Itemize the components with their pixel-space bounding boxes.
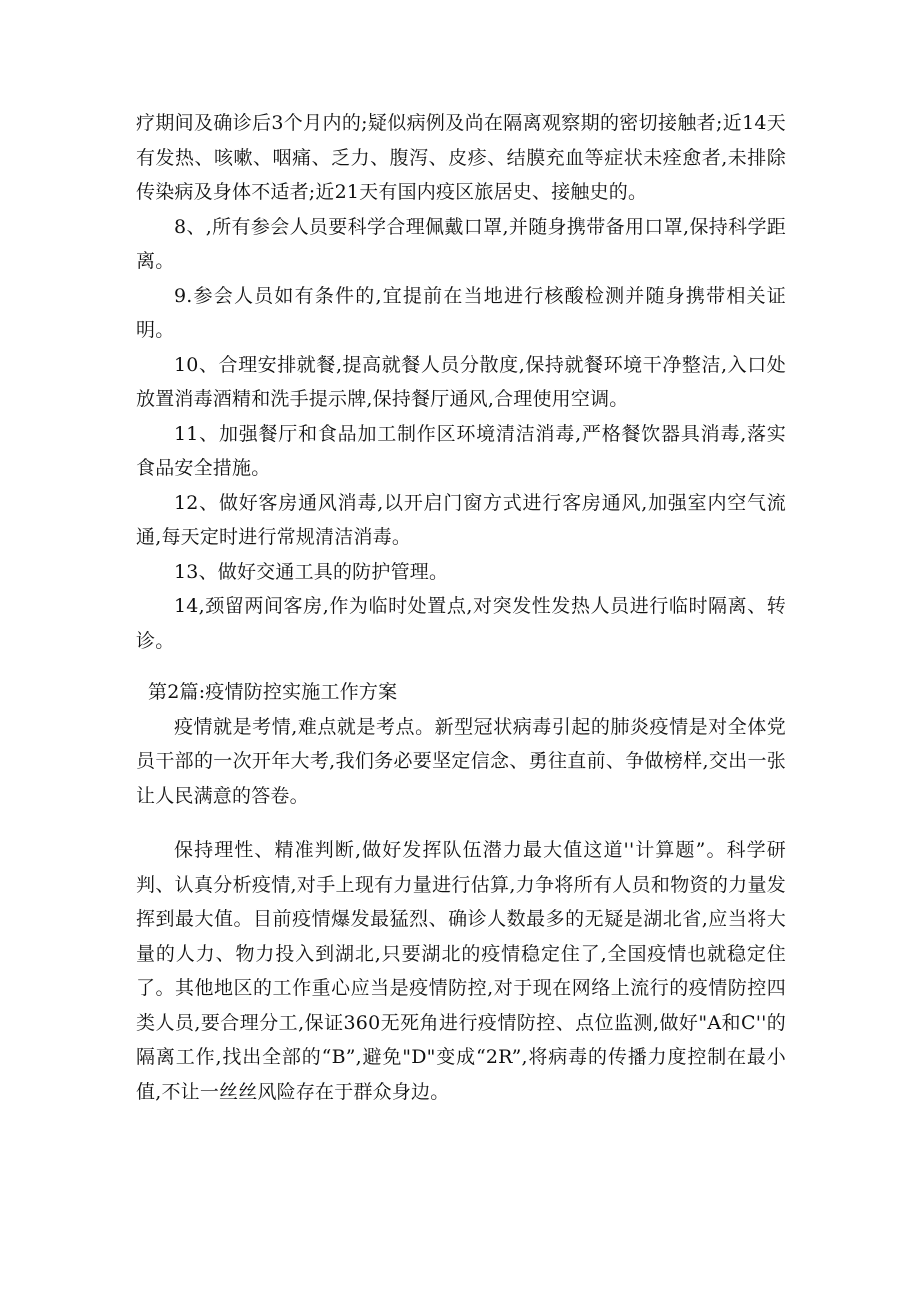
paragraph-item-13: 13、做好交通工具的防护管理。 [174,560,449,583]
document-page [136,106,786,1109]
paragraph-item-7-continued: 疗期间及确诊后3个月内的;疑似病例及尚在隔离观察期的密切接触者;近14天有发热、咳嗽、咽痛、乏力、腹泻、皮疹、结膜充血等症状未痊愈者,未排除传染病及身体不适者;近21天有国内疫区旅居史、接触史的。 [136,112,786,203]
paragraph-item-9: 9.参会人员如有条件的,宜提前在当地进行核酸检测并随身携带相关证明。 [136,284,786,341]
paragraph-item-10: 10、合理安排就餐,提高就餐人员分散度,保持就餐环境干净整洁,入口处放置消毒酒精和洗手提示牌,保持餐厅通风,合理使用空调。 [136,353,786,410]
paragraph-item-11: 11、加强餐厅和食品加工制作区环境清洁消毒,严格餐饮器具消毒,落实食品安全措施。 [136,422,786,479]
section-heading: 第2篇:疫情防控实施工作方案 [148,681,398,703]
paragraph-intro: 疫情就是考情,难点就是考点。新型冠状病毒引起的肺炎疫情是对全体党员干部的一次开年大考,我们务必要坚定信念、勇往直前、争做榜样,交出一张让人民满意的答卷。 [136,715,786,807]
paragraph-item-8: 8、,所有参会人员要科学合理佩戴口罩,并随身携带备用口罩,保持科学距离。 [136,215,786,272]
paragraph-item-14: 14,颈留两间客房,作为临时处置点,对突发性发热人员进行临时隔离、转诊。 [136,595,786,652]
paragraph-item-12: 12、做好客房通风消毒,以开启门窗方式进行客房通风,加强室内空气流通,每天定时进行常规清洁消毒。 [136,491,786,548]
paragraph-gap [136,813,786,833]
paragraph-body: 保持理性、精准判断,做好发挥队伍潜力最大值这道''计算题”。科学研判、认真分析疫情,对手上现有力量进行估算,力争将所有人员和物资的力量发挥到最大值。目前疫情爆发最猛烈、确诊人数最多的无疑是湖北省,应当将大量的人力、物力投入到湖北,只要湖北的疫情稳定住了,全国疫情也就稳定住了。其他地区的工作重心应当是疫情防控,对于现在网络上流行的疫情防控四类人员,要合理分工,保证360无死角进行疫情防控、点位监测,做好"A和C''的隔离工作,找出全部的“B”,避免"D"变成“2R”,将病毒的传播力度控制在最小值,不让一丝丝风险存在于群众身边。 [136,839,786,1103]
